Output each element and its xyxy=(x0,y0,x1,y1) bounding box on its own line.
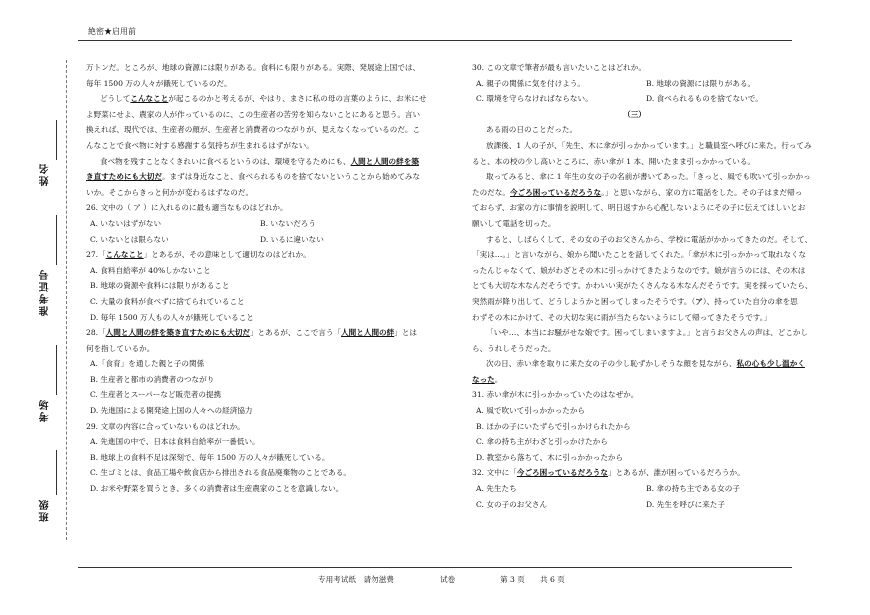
q31-option-a: A. 風で吹いて引っかかったから xyxy=(476,406,586,416)
left-column xyxy=(86,60,446,497)
passage-line: 万トンだ。ところが、地球の資源には限りがある。食料にも限りがある。実際、発展途上国では、 xyxy=(86,63,421,72)
right-column xyxy=(472,60,813,512)
passage-line: とても大切な木なんだそうです。かわいい実がたくさんなる木なんだそうです。実を採っていたら、 xyxy=(472,281,813,291)
passage-line: どうしてこんなことが起こるのかと考えるが、やはり、まさに私の母の言葉のように、お米にせ xyxy=(100,94,427,104)
question-27: 27.「こんなこと」とあるが、その意味として適切なのはどれか。 xyxy=(86,250,311,260)
exam-room-line xyxy=(56,345,57,395)
q31-option-d: D. 教室から落ちて、木に引っかかったから xyxy=(476,452,624,462)
q28-option-c: C. 生産者とスーパーなど販売者の提携 xyxy=(90,390,222,400)
q28-option-d: D. 先進国による開発途上国の人々への経済協力 xyxy=(90,406,253,416)
passage-line: 毎年 1500 万の人々が餓死しているのだ。 xyxy=(86,78,232,88)
passage-line: 放課後、1 人の子が、「先生、木に傘が引っかかっています。」と職員室へ呼びに来た。行ってみ xyxy=(486,140,812,150)
footer-page: 第 3 页 xyxy=(500,575,525,584)
passage-line: なった。 xyxy=(472,374,503,384)
question-28: 28.「人間と人間の絆を築き直すためにも大切だ」とあるが、ここで言う「人間と人間の絆」とは xyxy=(86,328,418,338)
ticket-number-label: 准考证号 xyxy=(40,268,51,316)
q29-option-c: C. 生ゴミとは、食品工場や飲食店から排出される食品廃棄物のことである。 xyxy=(90,468,351,478)
passage-line: 次の日、赤い傘を取りに来た女の子の少し恥ずかしそうな顔を見ながら、私の心も少し温かく xyxy=(486,359,805,369)
passage-line: 「実は…。」と言いながら、娘から聞いたことを話してくれた。「傘が木に引っかかって取れなくな xyxy=(472,250,807,260)
q29-option-a: A. 先進国の中で、日本は食料自給率が一番低い。 xyxy=(90,437,260,447)
question-31: 31. 赤い傘が木に引っかかっていたのはなぜか。 xyxy=(472,390,639,400)
footer-paper: 试卷 xyxy=(440,575,456,584)
footer-rule xyxy=(78,567,792,568)
passage-line: ら、うれしそうだった。 xyxy=(472,343,556,353)
question-32: 32. 文中に「今ごろ困っているだろうな」とあるが、誰が困っているだろうか。 xyxy=(472,468,745,478)
passage-line: ておらず、お家の方に事情を説明して、明日返すから心配しないようにその子に伝えてほしいとお xyxy=(472,203,806,213)
passage-line: よ野菜にせよ、農家の人が作っているのに、この生産者の苦労を知らないことにあると思う。言い xyxy=(86,109,421,119)
passage-line: 「いや…、本当にお騒がせな娘です。困ってしまいますよ。」と言うお父さんの声は、どこかし xyxy=(486,328,809,338)
question-29: 29. 文章の内容に合っていないものはどれか。 xyxy=(86,421,245,431)
passage-line: ると、本の校の少し高いところに、赤い傘が 1 本、開いたまま引っかかっている。 xyxy=(472,156,756,166)
q26-options-row2: C. いないとは限らない D. いるに違いない xyxy=(90,234,324,244)
class-label: 班级 xyxy=(40,498,51,522)
class-line xyxy=(56,450,57,495)
passage-line: ある雨の日のことだった。 xyxy=(486,125,578,135)
question-26: 26. 文中の（ ア ）に入れるのに最も適当なものはどれか。 xyxy=(86,203,288,213)
section-heading: （三） xyxy=(623,109,646,119)
passage-line: んなことで食べ物に対する感謝する気持ちが生まれるはずがない。 xyxy=(86,140,314,150)
footer-total: 共 6 页 xyxy=(540,575,565,584)
ticket-number-line xyxy=(56,215,57,265)
q26-options-row1: A. いないはずがない B. いないだろう xyxy=(90,218,316,228)
question-28-cont: 何を指しているか。 xyxy=(86,343,155,353)
passage-line: 取ってみると、傘に 1 年生の女の子の名前が書いてあった。「きっと、風でも吹いて引っかかっ xyxy=(486,172,811,182)
question-30: 30. この文章で筆者が最も言いたいことはどれか。 xyxy=(472,63,646,72)
passage-line: 換えれば、現代では、生産者の顔が、生産者と消費者のつながりが、見えなくなっているのだ。こ xyxy=(86,125,421,135)
binding-line xyxy=(66,60,67,540)
name-label: 姓名 xyxy=(40,162,51,186)
passage-line: 食べ物を残すことなくきれいに食べるというのは、環境を守るためにも、人間と人間の絆を築 xyxy=(100,156,419,166)
passage-line: ったんじゃなくて、娘がわざとその木に引っかけてきたようなのです。娘が言うのには、その木は xyxy=(472,265,806,275)
q32-options-row2: C. 女の子のお父さん D. 先生を呼びに来た子 xyxy=(476,499,725,509)
q32-options-row1: A. 先生たち B. 傘の持ち主である女の子 xyxy=(476,484,740,494)
q27-option-c: C. 大量の食料が食べずに捨てられていること xyxy=(90,296,245,306)
q30-options-row2: C. 環境を守らなければならない。 D. 食べられるものを捨てないで。 xyxy=(476,94,763,104)
q29-option-d: D. お米や野菜を買うとき、多くの消費者は生産農家のことを意識しない。 xyxy=(90,484,344,494)
passage-line: 突然雨が降り出して、どうしようかと困ってしまったそうです。（ア）、持っていた自分の傘を思 xyxy=(472,296,798,306)
q30-options-row1: A. 親子の関係に気を付けよう。 B. 地球の資源には限りがある。 xyxy=(476,78,756,88)
q31-option-c: C. 傘の持ち主がわざと引っかけたから xyxy=(476,437,608,447)
name-line xyxy=(56,120,57,160)
header-rule xyxy=(78,40,792,41)
passage-line: 願いして電話を切った。 xyxy=(472,218,556,228)
exam-room-label: 考场 xyxy=(40,398,51,422)
q28-option-b: B. 生産者と都市の消費者のつながり xyxy=(90,374,215,384)
passage-line: き直すためにも大切だ。まずは身近なこと、食べられるものを捨てないということから始めてみな xyxy=(86,172,421,182)
q27-option-b: B. 地球の資源や食料には限りがあること xyxy=(90,281,230,291)
passage-line: わずその木にかけて、その大切な実に雨が当たらないようにして帰ってきたそうです。」 xyxy=(472,312,772,322)
q27-option-d: D. 毎年 1500 万人もの人々が餓死していること xyxy=(90,312,254,322)
header-title: 絶密★启用前 xyxy=(88,27,136,36)
q29-option-b: B. 地球上の食料不足は深刻で、毎年 1500 万の人々が餓死している。 xyxy=(90,452,330,462)
footer-label: 专用考试纸 请勿滋费 xyxy=(318,575,394,584)
q28-option-a: A.「食育」を通した親と子の関係 xyxy=(90,359,205,369)
passage-line: たのだな。今ごろ困っているだろうな。」と思いながら、家の方に電話をした。その子はまだ帰っ xyxy=(472,187,803,197)
passage-line: いか。そこからきっと何かが変わるはずなのだ。 xyxy=(86,187,254,197)
q27-option-a: A. 食料自給率が 40%しかないこと xyxy=(90,265,211,275)
passage-line: すると、しばらくして、その女の子のお父さんから、学校に電話がかかってきたのだ。そして、 xyxy=(486,234,813,244)
q31-option-b: B. ほかの子にいたずらで引っかけられたから xyxy=(476,421,631,431)
